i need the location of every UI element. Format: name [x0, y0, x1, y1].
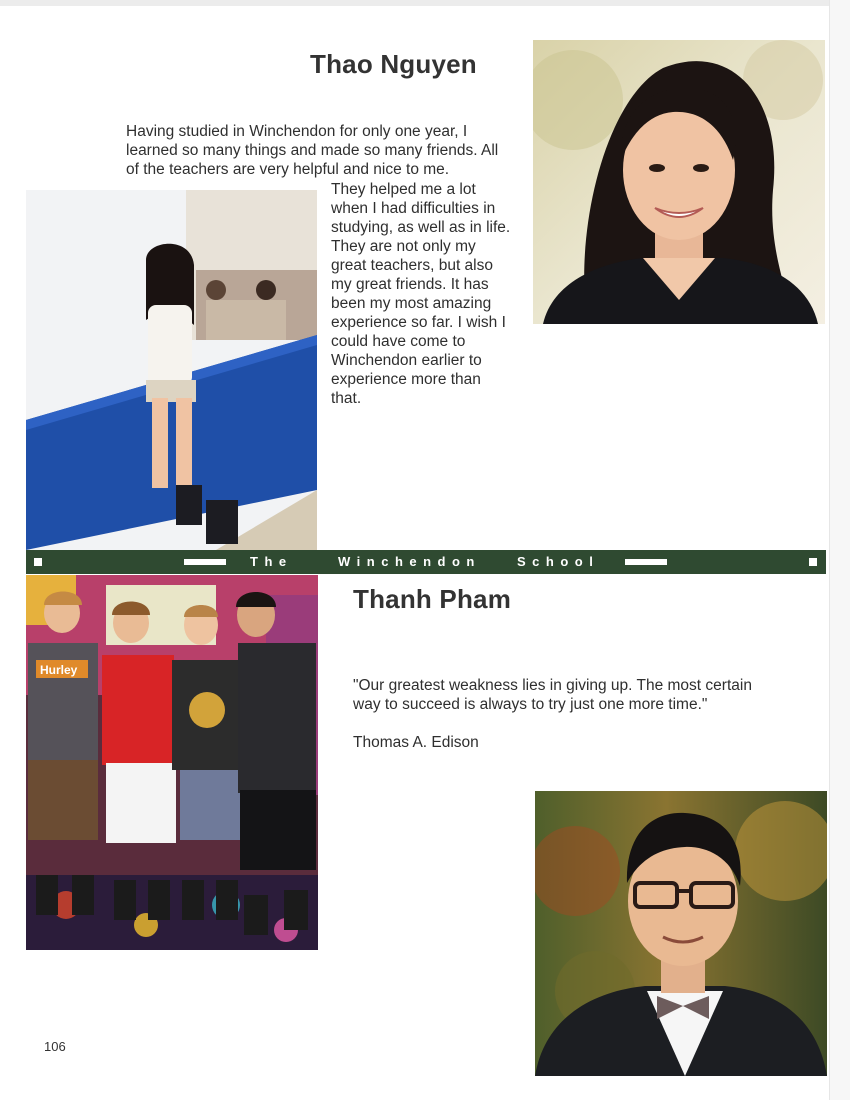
student-name-thao: Thao Nguyen [310, 49, 477, 79]
thao-rink-photo [26, 190, 317, 550]
banner-word-the: The [250, 554, 293, 569]
banner-square-left [34, 558, 42, 566]
student2-quote-author: Thomas A. Edison [353, 734, 479, 751]
banner-bar-right [625, 559, 667, 565]
student2-quote: "Our greatest weakness lies in giving up. The most certain way to succeed is always to try just one more time." [353, 677, 752, 713]
student1-text-top: Having studied in Winchendon for only one year, I learned so many things and made so many friends. All of the teachers are very helpful and nice to me. [126, 123, 499, 178]
banner-word-school: School [517, 554, 600, 569]
group-rink-photo [26, 575, 318, 950]
hurley-shirt-logo: Hurley [40, 663, 78, 677]
banner-bar-left [184, 559, 226, 565]
page-top-edge [0, 0, 850, 6]
banner-square-right [809, 558, 817, 566]
school-banner [26, 550, 826, 574]
banner-word-winchendon: Winchendon [338, 554, 481, 569]
thanh-portrait-photo [535, 791, 827, 1076]
student1-text-side: They helped me a lot when I had difficulties in studying, as well as in life. They are not only my great teachers, but also my great friends. It has been my most amazing experience so far. I wish I could have come to Winchendon earlier to experience more than that. [331, 181, 511, 407]
thao-portrait-photo [533, 40, 825, 324]
page-right-edge [829, 0, 850, 1100]
student-name-thanh: Thanh Pham [353, 584, 512, 614]
page-number: 106 [44, 1039, 66, 1054]
